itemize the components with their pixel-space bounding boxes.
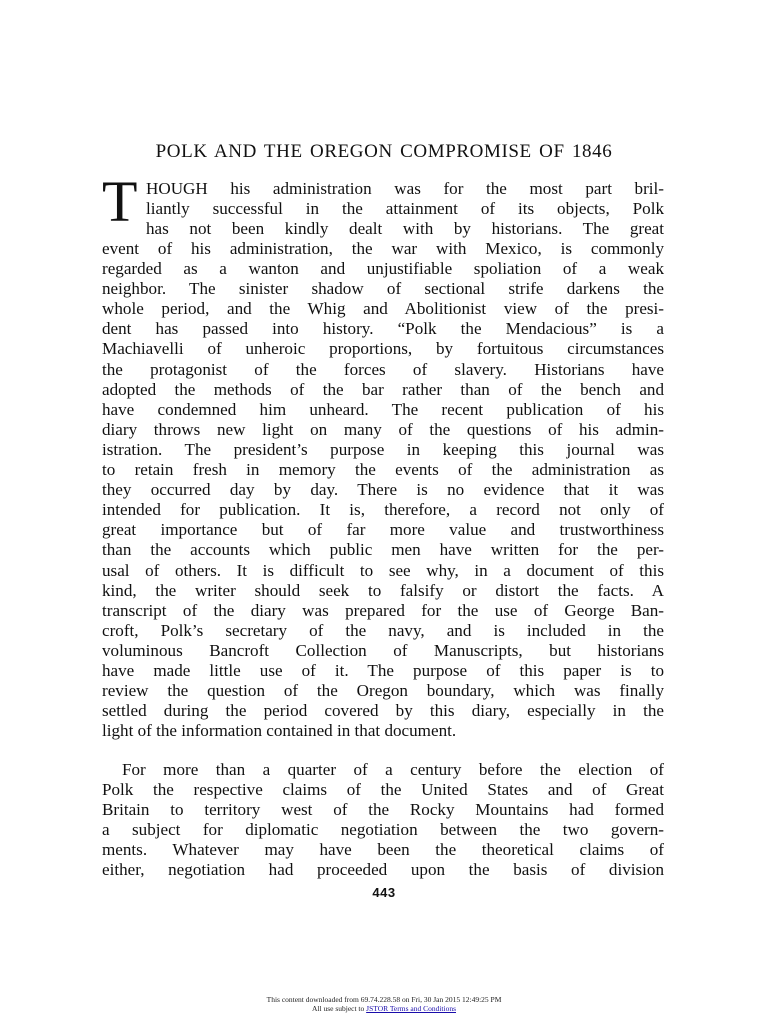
text-line: than the accounts which public men have written for the per- bbox=[102, 540, 664, 560]
text-line: regarded as a wanton and unjustifiable spoliation of a weak bbox=[102, 259, 664, 279]
paragraph-2-body bbox=[102, 760, 664, 881]
text-line: a subject for diplomatic negotiation between the two govern- bbox=[102, 820, 664, 840]
text-line: whole period, and the Whig and Abolitionist view of the presi- bbox=[102, 299, 664, 319]
text-line: has not been kindly dealt with by historians. The great bbox=[146, 219, 664, 239]
paragraph-1-body bbox=[102, 239, 664, 741]
text-line: review the question of the Oregon boundary, which was finally bbox=[102, 681, 664, 701]
text-line: transcript of the diary was prepared for the use of George Ban- bbox=[102, 600, 664, 620]
text-line: Machiavelli of unheroic proportions, by fortuitous circumstances bbox=[102, 339, 664, 359]
terms-prefix: All use subject to bbox=[311, 1004, 367, 1013]
drop-cap: T bbox=[102, 169, 138, 234]
dropcap-indented-lines bbox=[146, 179, 664, 239]
text-line: event of his administration, the war with Mexico, is commonly bbox=[102, 239, 664, 258]
download-footer bbox=[0, 995, 768, 1013]
text-line: kind, the writer should seek to falsify or distort the facts. A bbox=[102, 580, 664, 600]
text-line: they occurred day by day. There is no evidence that it was bbox=[102, 480, 664, 500]
jstor-terms-link[interactable]: JSTOR Terms and Conditions bbox=[366, 1004, 456, 1013]
text-line: have made little use of it. The purpose of this paper is to bbox=[102, 660, 664, 680]
text-line: diary throws new light on many of the questions of his admin- bbox=[102, 419, 664, 439]
text-line: intended for publication. It is, therefore, a record not only of bbox=[102, 500, 664, 520]
page-number: 443 bbox=[372, 885, 396, 900]
text-line: dent has passed into history. “Polk the Mendacious” is a bbox=[102, 319, 664, 339]
text-line: the protagonist of the forces of slavery. Historians have bbox=[102, 359, 664, 379]
text-line: adopted the methods of the bar rather than of the bench and bbox=[102, 379, 664, 399]
terms-line bbox=[0, 1004, 768, 1013]
text-line: neighbor. The sinister shadow of sectional strife darkens the bbox=[102, 279, 664, 299]
download-info: This content downloaded from 69.74.228.58 on Fri, 30 Jan 2015 12:49:25 PM bbox=[266, 995, 502, 1004]
text-line: usal of others. It is difficult to see why, in a document of this bbox=[102, 560, 664, 580]
text-line: ments. Whatever may have been the theoretical claims of bbox=[102, 840, 664, 860]
text-line: have condemned him unheard. The recent publication of his bbox=[102, 399, 664, 419]
text-line: either, negotiation had proceeded upon the basis of division bbox=[102, 860, 664, 880]
text-line: croft, Polk’s secretary of the navy, and is included in the bbox=[102, 620, 664, 640]
text-line: light of the information contained in that document. bbox=[102, 721, 457, 741]
text-line: to retain fresh in memory the events of the administration as bbox=[102, 460, 664, 480]
text-line: Polk the respective claims of the United States and of Great bbox=[102, 780, 664, 800]
article-title: POLK AND THE OREGON COMPROMISE OF 1846 bbox=[155, 141, 613, 162]
text-line: HOUGH his administration was for the most part bril- bbox=[146, 179, 664, 198]
text-line: great importance but of far more value and trustworthiness bbox=[102, 520, 664, 540]
text-line: settled during the period covered by this diary, especially in the bbox=[102, 701, 664, 721]
text-line: voluminous Bancroft Collection of Manuscripts, but historians bbox=[102, 640, 664, 660]
text-line: istration. The president’s purpose in keeping this journal was bbox=[102, 439, 664, 459]
text-line: liantly successful in the attainment of its objects, Polk bbox=[146, 199, 664, 219]
text-line: Britain to territory west of the Rocky Mountains had formed bbox=[102, 800, 664, 820]
text-line: For more than a quarter of a century before the election of bbox=[122, 760, 664, 779]
